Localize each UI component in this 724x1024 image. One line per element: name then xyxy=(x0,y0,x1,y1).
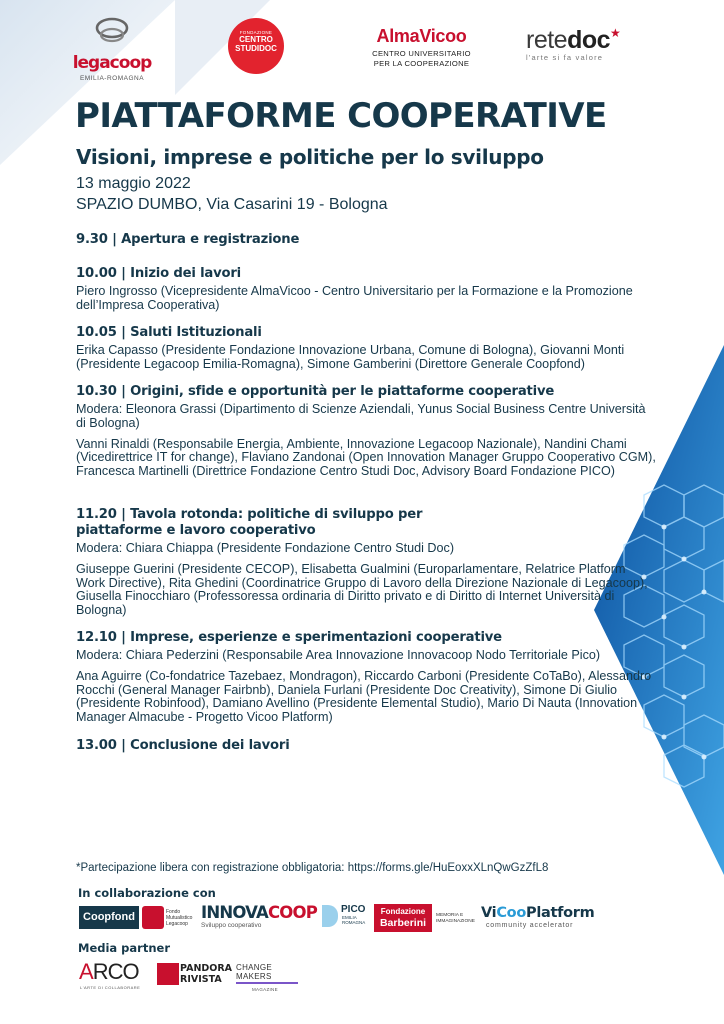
innovacoop-word-b: COOP xyxy=(267,903,318,922)
legacoop-wordmark: legacoop xyxy=(72,53,152,73)
almavicoo-logo xyxy=(369,26,474,69)
program-text: Piero Ingrosso (Vicepresidente AlmaVicoo - Centro Universitario per la Formazione e la Promozione dell’Impresa Cooperativa) xyxy=(76,284,633,312)
program-item xyxy=(76,507,656,617)
retedoc-wordmark xyxy=(526,26,646,55)
program-list xyxy=(76,232,656,754)
retedoc-word-b: doc xyxy=(567,26,611,54)
media-partner-label: Media partner xyxy=(78,941,170,955)
pandora-emblem-icon xyxy=(157,963,179,985)
vicooplatform-logo xyxy=(481,905,594,921)
pico-sub xyxy=(342,915,365,925)
page-subtitle: Visioni, imprese e politiche per lo sviluppo xyxy=(76,145,544,169)
pico-emblem-icon xyxy=(322,905,338,927)
program-item xyxy=(76,266,656,312)
innovacoop-sub: Sviluppo cooperativo xyxy=(201,922,262,929)
barberini-sub1: MEMORIA E xyxy=(436,913,464,918)
pico-logo: PICO xyxy=(341,904,366,915)
page-title: PIATTAFORME COOPERATIVE xyxy=(75,96,607,136)
program-item xyxy=(76,325,656,371)
pandora-line2: RIVISTA xyxy=(180,974,222,985)
changemakers-underline xyxy=(236,982,298,984)
program-text: Vanni Rinaldi (Responsabile Energia, Ambiente, Innovazione Legacoop Nazionale), Nandini Chami (Vicedirettrice IT for change), Flaviano Zandonai (Open Innovation Manager Gruppo Cooperativo CGM), Francesca Martinelli (Direttrice Fondazione Centro Studi Doc, Advisory Board Fondazione PICO) xyxy=(76,436,656,478)
centro-studi-line3: STUDIDOC xyxy=(235,44,277,53)
event-date: 13 maggio 2022 xyxy=(76,175,191,192)
program-heading: 11.20 | Tavola rotonda: politiche di sviluppo per piattaforme e lavoro cooperativo xyxy=(76,507,423,539)
event-venue: SPAZIO DUMBO, Via Casarini 19 - Bologna xyxy=(76,196,388,213)
almavicoo-sub2: PER LA COOPERAZIONE xyxy=(373,59,470,68)
star-icon: ★ xyxy=(610,26,621,40)
centro-studi-line1: FONDAZIONE xyxy=(239,30,273,35)
program-moderator: Modera: Eleonora Grassi (Dipartimento di Scienze Aziendali, Yunus Social Business Centre Università di Bologna) xyxy=(76,402,646,430)
program-text: Ana Aguirre (Co-fondatrice Tazebaez, Mondragon), Riccardo Carboni (Presidente CoTaBo), Alessandro Rocchi (General Manager Fairbnb), Daniela Furlani (Presidente Doc Creativity), Simone Di Giulio (Presidente Robinfood), Damiano Avellino (Presidente Elemental Studio), Mario Di Nauta (Innovation Manager Almacube - Progetto Vicoo Platform) xyxy=(76,668,652,724)
vicoo-word-c: Platform xyxy=(526,905,595,921)
legacoop-logo xyxy=(72,16,152,82)
pandora-line1: PANDORA xyxy=(180,963,233,974)
innovacoop-logo xyxy=(201,903,317,922)
program-heading: 10.30 | Origini, sfide e opportunità per le piattaforme cooperative xyxy=(76,384,555,400)
changemakers-line3: MAGAZINE xyxy=(252,987,278,992)
program-item xyxy=(76,738,656,754)
collaboration-label: In collaborazione con xyxy=(78,886,216,900)
arco-letter-a: A xyxy=(79,959,93,984)
legacoop-emblem-icon xyxy=(93,16,131,46)
vicooplatform-sub: community accelerator xyxy=(486,922,574,929)
program-heading: 12.10 | Imprese, esperienze e sperimentazioni cooperative xyxy=(76,630,502,646)
centro-studi-doc-logo xyxy=(228,18,284,74)
innovacoop-word-a: INNOVA xyxy=(201,903,268,922)
program-item xyxy=(76,384,656,478)
retedoc-logo xyxy=(526,26,646,62)
centro-studi-line2: CENTRO xyxy=(239,35,273,44)
changemakers-logo xyxy=(236,963,298,994)
legacoop-region: EMILIA-ROMAGNA xyxy=(79,75,145,82)
vicoo-word-b: Coo xyxy=(496,905,527,921)
barberini-sub xyxy=(436,913,475,925)
coopfond-emblem-icon xyxy=(142,906,164,929)
program-heading: 13.00 | Conclusione dei lavori xyxy=(76,738,290,754)
barberini-sub2: IMMAGINAZIONE xyxy=(436,919,475,924)
vicoo-word-a: Vi xyxy=(481,905,497,921)
arco-letters: RCO xyxy=(92,959,139,984)
program-heading: 9.30 | Apertura e registrazione xyxy=(76,232,300,247)
coopfond-sub: Fondo Mutualistico Legacoop xyxy=(166,909,193,927)
almavicoo-sub1: CENTRO UNIVERSITARIO xyxy=(372,49,471,58)
retedoc-tagline: l'arte si fa valore xyxy=(526,53,604,62)
registration-note: *Partecipazione libera con registrazione obbligatoria: https://forms.gle/HuEoxxXLnQwGzZfL8 xyxy=(76,862,549,874)
arco-logo xyxy=(79,959,139,985)
pandora-rivista-logo xyxy=(180,963,232,985)
program-text: Erika Capasso (Presidente Fondazione Innovazione Urbana, Comune di Bologna), Giovanni Monti (Presidente Legacoop Emilia-Romagna), Simone Gamberini (Direttore Generale Coopfond) xyxy=(76,343,625,371)
coopfond-logo: Coopfond xyxy=(79,906,139,929)
fondazione-barberini-logo xyxy=(374,904,432,932)
changemakers-line1: CHANGE xyxy=(236,963,273,972)
program-text: Giuseppe Guerini (Presidente CECOP), Elisabetta Gualmini (Europarlamentare, Relatrice Platform Work Directive), Rita Ghedini (Coordinatrice Gruppo di Lavoro della Direzione Nazionale di Legacoop), Giusella Finocchiaro (Professoressa ordinaria di Diritto privato e di Diritto di Internet Università di Bologna) xyxy=(76,561,648,617)
program-heading: 10.05 | Saluti Istituzionali xyxy=(76,325,262,341)
program-item xyxy=(76,232,656,248)
program-item xyxy=(76,630,656,724)
header-logos xyxy=(0,12,724,92)
retedoc-word-a: rete xyxy=(526,26,568,54)
almavicoo-wordmark: AlmaVicoo xyxy=(376,26,467,46)
arco-sub: L'ARTE DI COLLABORARE xyxy=(80,985,141,990)
pico-sub1: EMILIA xyxy=(342,915,357,920)
barberini-line2: Barberini xyxy=(379,917,427,929)
barberini-line1: Fondazione xyxy=(380,907,426,916)
program-moderator: Modera: Chiara Chiappa (Presidente Fondazione Centro Studi Doc) xyxy=(76,541,455,556)
program-moderator: Modera: Chiara Pederzini (Responsabile Area Innovazione Innovacoop Nodo Territoriale Pico) xyxy=(76,648,601,663)
changemakers-line2: MAKERS xyxy=(236,972,272,981)
program-heading: 10.00 | Inizio dei lavori xyxy=(76,266,241,281)
pico-sub2: ROMAGNA xyxy=(342,920,366,925)
